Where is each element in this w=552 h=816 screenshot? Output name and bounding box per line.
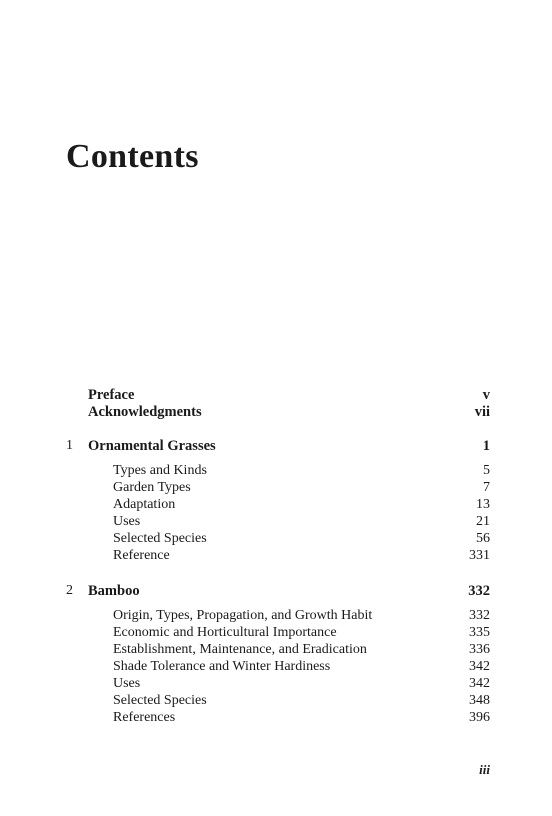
section-title: Uses	[113, 676, 141, 691]
section-title: Origin, Types, Propagation, and Growth Habit	[113, 608, 373, 623]
chapter-number: 1	[66, 438, 73, 453]
toc-entry-title: Preface	[88, 387, 135, 403]
toc-section	[0, 496, 552, 514]
toc-chapter-2	[0, 582, 552, 600]
section-title: Adaptation	[113, 497, 176, 512]
section-title: Uses	[113, 514, 141, 529]
toc-section	[0, 530, 552, 548]
section-title: Shade Tolerance and Winter Hardiness	[113, 659, 331, 674]
section-title: Reference	[113, 548, 170, 563]
section-page: 335	[469, 625, 490, 640]
section-page: 332	[469, 608, 490, 623]
section-title: Garden Types	[113, 480, 191, 495]
toc-entry-page: vii	[474, 404, 490, 420]
toc-chapter-1	[0, 437, 552, 455]
section-title: Economic and Horticultural Importance	[113, 625, 337, 640]
section-page: 336	[469, 642, 490, 657]
section-page: 342	[469, 676, 490, 691]
toc-section	[0, 513, 552, 531]
section-page: 5	[483, 463, 490, 478]
chapter-page: 1	[482, 438, 490, 454]
section-page: 56	[476, 531, 490, 546]
toc-section	[0, 479, 552, 497]
toc-entry-page: v	[482, 387, 490, 403]
section-page: 331	[469, 548, 490, 563]
section-page: 13	[476, 497, 490, 512]
chapter-page: 332	[468, 583, 490, 599]
toc-section	[0, 692, 552, 710]
toc-section	[0, 607, 552, 625]
toc-entry-preface	[0, 386, 552, 404]
chapter-title: Bamboo	[88, 583, 140, 599]
section-title: Types and Kinds	[113, 463, 207, 478]
section-page: 348	[469, 693, 490, 708]
chapter-title: Ornamental Grasses	[88, 438, 216, 454]
toc-entry-title: Acknowledgments	[88, 404, 202, 420]
section-title: Establishment, Maintenance, and Eradication	[113, 642, 367, 657]
toc-section	[0, 641, 552, 659]
page-folio: iii	[479, 762, 490, 777]
chapter-number: 2	[66, 583, 73, 598]
section-page: 21	[476, 514, 490, 529]
section-title: References	[113, 710, 176, 725]
section-title: Selected Species	[113, 693, 207, 708]
section-page: 7	[483, 480, 490, 495]
toc-section	[0, 675, 552, 693]
toc-entry-acknowledgments	[0, 403, 552, 421]
toc-section	[0, 658, 552, 676]
toc-section	[0, 709, 552, 727]
section-page: 342	[469, 659, 490, 674]
section-title: Selected Species	[113, 531, 207, 546]
toc-section	[0, 462, 552, 480]
toc-section	[0, 624, 552, 642]
page-title: Contents	[66, 138, 199, 175]
section-page: 396	[469, 710, 490, 725]
toc-section	[0, 547, 552, 565]
